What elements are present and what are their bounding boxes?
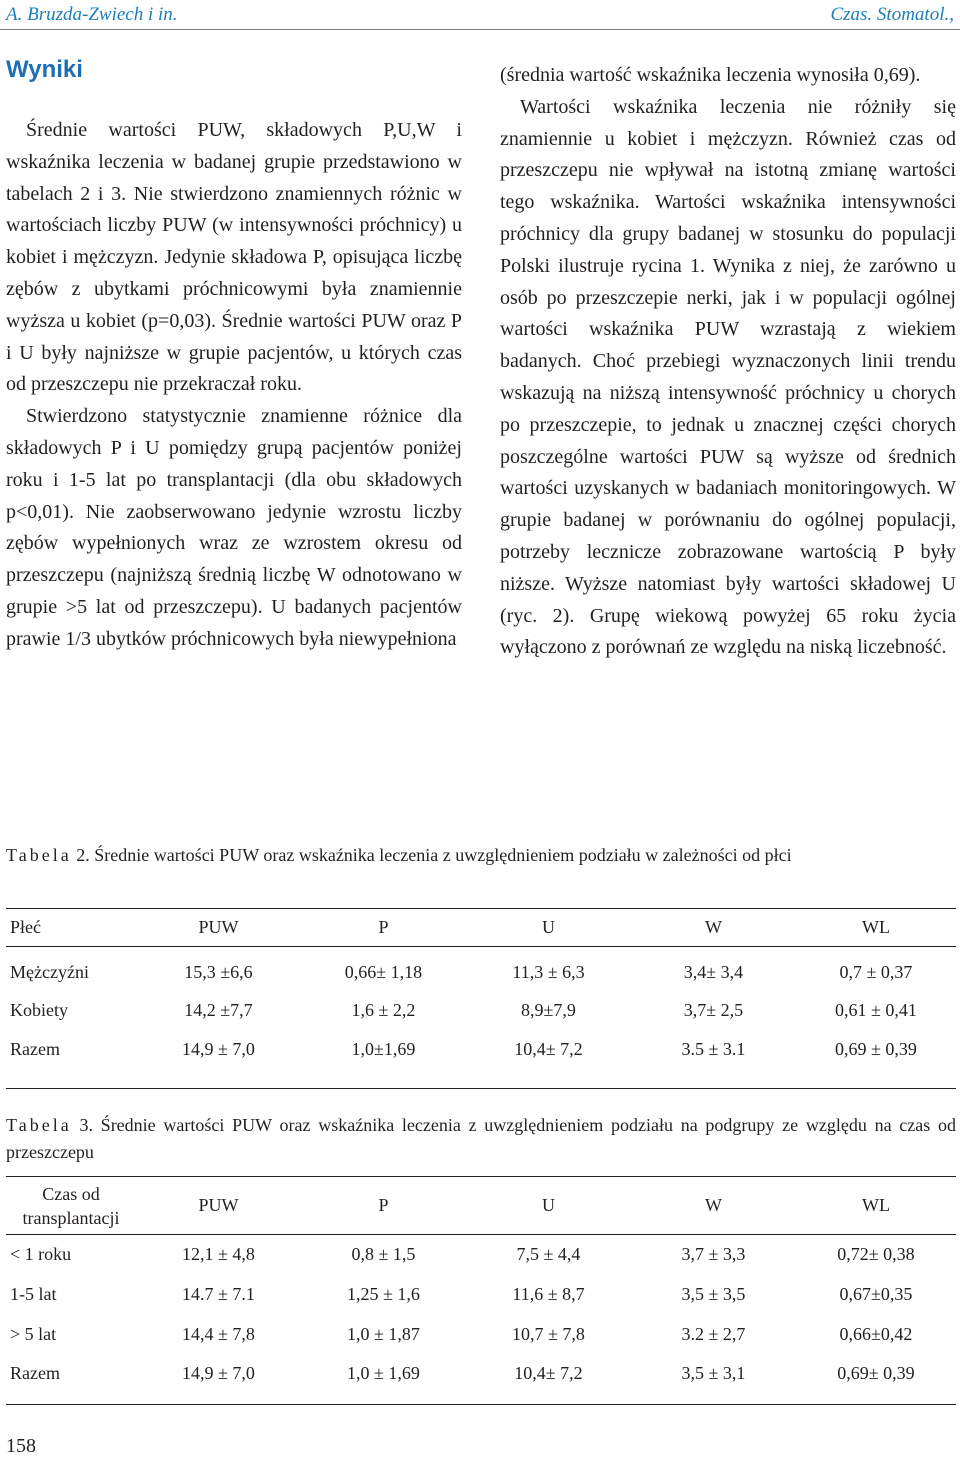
table-cell: 14,2 ±7,7 [184,1000,253,1020]
column-header: Płeć [10,917,41,937]
table-cell: 15,3 ±6,6 [184,961,253,982]
table2-label: Tabela [6,845,72,865]
table-cell: 10,7 ± 7,8 [512,1324,585,1344]
table-row [6,1235,956,1275]
table-cell: 3,7 ± 3,3 [681,1244,746,1265]
table-cell: 12,1 ± 4,8 [182,1244,255,1265]
table-cell: Mężczyźni [10,961,89,982]
table-cell: 11,6 ± 8,7 [512,1284,585,1304]
table-header-row [6,1177,956,1235]
table-cell: 1,0 ± 1,87 [347,1324,420,1344]
table-cell: 3,5 ± 3,5 [681,1284,746,1304]
table-cell: 0,8 ± 1,5 [351,1244,416,1265]
column-header: PUW [198,1195,239,1215]
column-header: PUW [198,917,239,937]
table3-caption [6,1112,956,1166]
table-row [6,1315,956,1355]
table-cell: 0,7 ± 0,37 [839,961,913,982]
table-cell: Razem [10,1038,60,1059]
table-cell: 3.5 ± 3.1 [681,1038,746,1059]
right-column [500,60,956,664]
table-cell: 3,7± 2,5 [683,1000,744,1020]
table-cell: 1,25 ± 1,6 [347,1284,420,1304]
table-cell: 0,72± 0,38 [837,1244,915,1265]
table-cell: Kobiety [10,1000,68,1020]
table-cell: 14,9 ± 7,0 [182,1038,255,1059]
table-cell: 10,4± 7,2 [514,1038,583,1059]
header-journal: Czas. Stomatol., [830,4,954,25]
table-cell: < 1 roku [10,1244,72,1265]
table-cell: 7,5 ± 4,4 [516,1244,581,1265]
table-cell: 0,61 ± 0,41 [835,1000,917,1020]
column-header: WL [862,917,890,937]
table-cell: 1,0 ± 1,69 [347,1362,420,1383]
table-cell: 0,67±0,35 [839,1284,913,1304]
table-cell: 10,4± 7,2 [514,1362,583,1383]
header-rule [0,29,960,30]
table-cell: 0,69± 0,39 [837,1362,915,1383]
section-heading: Wyniki [6,56,83,83]
table-cell: 1-5 lat [10,1284,57,1304]
table-row [6,1275,956,1315]
table-row [6,1355,956,1405]
column-header: P [378,917,389,937]
table-cell: 3.2 ± 2,7 [681,1324,746,1344]
table-cell: 0,69 ± 0,39 [835,1038,917,1059]
table-cell: 1,0±1,69 [351,1038,416,1059]
table-cell: 0,66± 1,18 [344,961,423,982]
table-row [6,991,956,1031]
table-cell: 3,5 ± 3,1 [681,1362,746,1383]
running-header [0,0,960,40]
table-cell: 14,9 ± 7,0 [182,1362,255,1383]
table2 [6,908,956,1089]
column-header: WL [862,1195,890,1215]
column-header: U [542,1195,555,1215]
table-row [6,947,956,991]
header-authors: A. Bruzda-Zwiech i in. [6,4,178,25]
paragraph: Wartości wskaźnika leczenia nie różniły się znamiennie u kobiet i mężczyzn. Również czas od przeszczepu nie wpływał na istotną zmianę wartości tego wskaźnika. Wartości wskaźnika intensywności próchnicy dla grupy badanej w stosunku do populacji Polski ilustruje rycina 1. Wynika z niej, że zarówno u osób po przeszczepie nerki, jak i w populacji ogólnej wartości wskaźnika PUW wzrastają z wiekiem badanych. Choć przebiegi wyznaczonych linii trendu wskazują na niższą intensywność próchnicy u chorych po przeszczepie, to jednak u znacznej części chorych poszczególne wartości PUW są wyższe od średnich wartości uzyskanych w badaniach monitoringowych. W grupie badanej w porównaniu do ogólnej populacji, potrzeby lecznicze zobrazowane wartością P były niższe. Wyższe natomiast były wartości składowej U (ryc. 2). Grupę wiekową powyżej 65 roku życia wyłączono z porównań ze względu na niską liczebność. [500,95,956,659]
paragraph: Stwierdzono statystycznie znamienne różnice dla składowych P i U pomiędzy grupą pacjentów poniżej roku i 1-5 lat po transplantacji (dla obu składowych p<0,01). Nie zaobserwowano jedynie wzrostu liczby zębów wypełnionych wraz ze wzrostem okresu od przeszczepu (najniższą średnią liczbę W odnotowano w grupie >5 lat od przeszczepu). U badanych pacjentów prawie 1/3 ubytków próchnicowych była niewypełniona [6,405,462,650]
column-header: W [705,1195,722,1215]
table3-caption-text: 3. Średnie wartości PUW oraz wskaźnika leczenia z uwzględnieniem podziału na podgrupy ze względu na czas od przeszczepu [6,1115,956,1162]
paragraph: Średnie wartości PUW, składowych P,U,W i wskaźnika leczenia w badanej grupie przedstawiono w tabelach 2 i 3. Nie stwierdzono znamiennych różnic w wartościach liczby PUW (w intensywności próchnicy) u kobiet i mężczyzn. Jedynie składowa P, opisująca liczbę zębów z ubytkami próchnicowymi była znamiennie wyższa u kobiet (p=0,03). Średnie wartości PUW oraz P i U były najniższe w grupie pacjentów, u których czas od przeszczepu nie przekraczał roku. [6,119,462,396]
table-cell: 3,4± 3,4 [683,961,744,982]
table-cell: Razem [10,1362,60,1383]
table-cell: 1,6 ± 2,2 [351,1000,416,1020]
table2-caption [6,842,956,869]
table-cell: 0,66±0,42 [839,1324,913,1344]
table-cell: 8,9±7,9 [521,1000,576,1020]
column-header: U [542,917,555,937]
column-header: P [378,1195,389,1215]
table-cell: > 5 lat [10,1324,57,1344]
left-column [6,115,462,656]
table3 [6,1176,956,1405]
table-cell: 14,4 ± 7,8 [182,1324,255,1344]
paragraph: (średnia wartość wskaźnika leczenia wynosiła 0,69). [500,64,921,86]
table-cell: 11,3 ± 6,3 [512,961,585,982]
table-cell: 14.7 ± 7.1 [182,1284,255,1304]
column-header: W [705,917,722,937]
table-row [6,1031,956,1089]
table-header-row [6,909,956,947]
page-number: 158 [6,1435,36,1457]
table3-label: Tabela [6,1115,72,1135]
column-header: Czas od transplantacji [22,1183,120,1228]
table2-caption-text: 2. Średnie wartości PUW oraz wskaźnika leczenia z uwzględnieniem podziału w zależności od płci [71,845,792,865]
